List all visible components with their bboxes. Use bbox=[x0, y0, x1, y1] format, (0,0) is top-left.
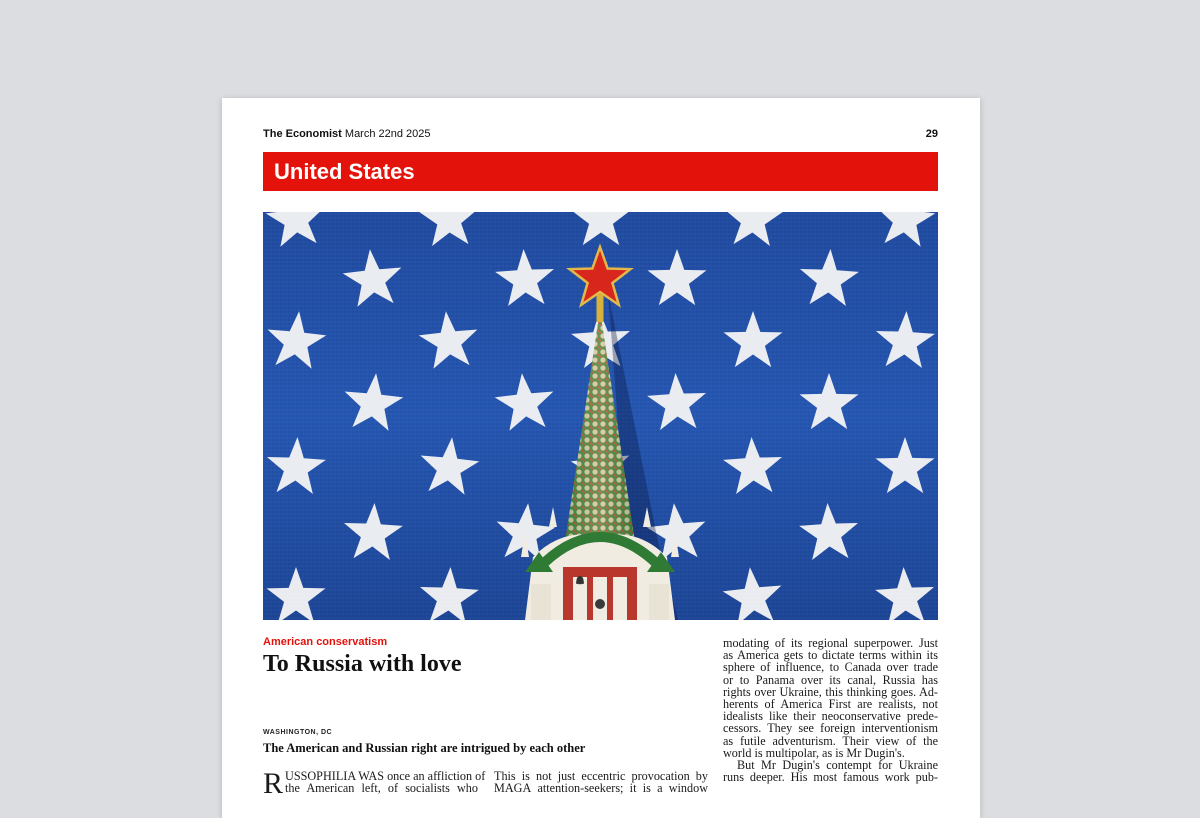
lead-rest: once an affliction of bbox=[384, 769, 486, 783]
flag-kremlin-illustration bbox=[263, 212, 938, 620]
article-illustration bbox=[263, 212, 938, 620]
column-line: herents of America First are realists, not bbox=[723, 697, 938, 712]
column-line: rights over Ukraine, this thinking goes. Ad- bbox=[723, 684, 938, 699]
column-line bbox=[494, 782, 708, 794]
column-line: the American left, of socialists who bbox=[285, 781, 478, 796]
magazine-page bbox=[222, 98, 980, 818]
drop-cap: R bbox=[263, 767, 284, 800]
column-line: as America gets to dictate terms within its bbox=[723, 648, 938, 663]
page-number: 29 bbox=[925, 128, 938, 140]
column-line: sphere of influence, to Canada over trade bbox=[723, 660, 938, 675]
article-column-1 bbox=[263, 767, 486, 800]
issue-date: March 22nd 2025 bbox=[344, 128, 431, 140]
column-line: But Mr Dugin's contempt for Ukraine bbox=[737, 758, 938, 773]
lead-smallcaps: USSOPHILIA WAS bbox=[285, 769, 385, 783]
column-line: world is multipolar, as is Mr Dugin's. bbox=[723, 745, 905, 760]
section-title: United States bbox=[274, 159, 415, 184]
section-banner bbox=[263, 152, 938, 191]
publication-name: The Economist bbox=[263, 128, 342, 140]
article-rubric: American conservatism bbox=[263, 636, 388, 648]
article-column-3 bbox=[723, 637, 938, 783]
article-column-2 bbox=[494, 770, 708, 794]
column-line: cessors. They see foreign interventionism bbox=[723, 721, 938, 736]
column-line: or to Panama over its canal, Russia has bbox=[723, 672, 938, 687]
column-line: modating of its regional superpower. Just bbox=[723, 636, 938, 650]
column-line: idealists like their neoconservative prede- bbox=[723, 709, 938, 724]
article-dateline: WASHINGTON, DC bbox=[263, 729, 333, 736]
column-line: runs deeper. His most famous work pub- bbox=[723, 770, 938, 785]
page-header bbox=[263, 128, 938, 140]
maga-smallcaps: MAGA bbox=[494, 781, 532, 796]
article-standfirst: The American and Russian right are intrigued by each other bbox=[263, 741, 586, 755]
article-headline: To Russia with love bbox=[263, 651, 462, 677]
column-line: This is not just eccentric provocation by bbox=[494, 769, 708, 783]
column-line: as futile adventurism. Their view of the bbox=[723, 733, 938, 748]
line-rest: attention-seekers; it is a window bbox=[531, 781, 708, 796]
